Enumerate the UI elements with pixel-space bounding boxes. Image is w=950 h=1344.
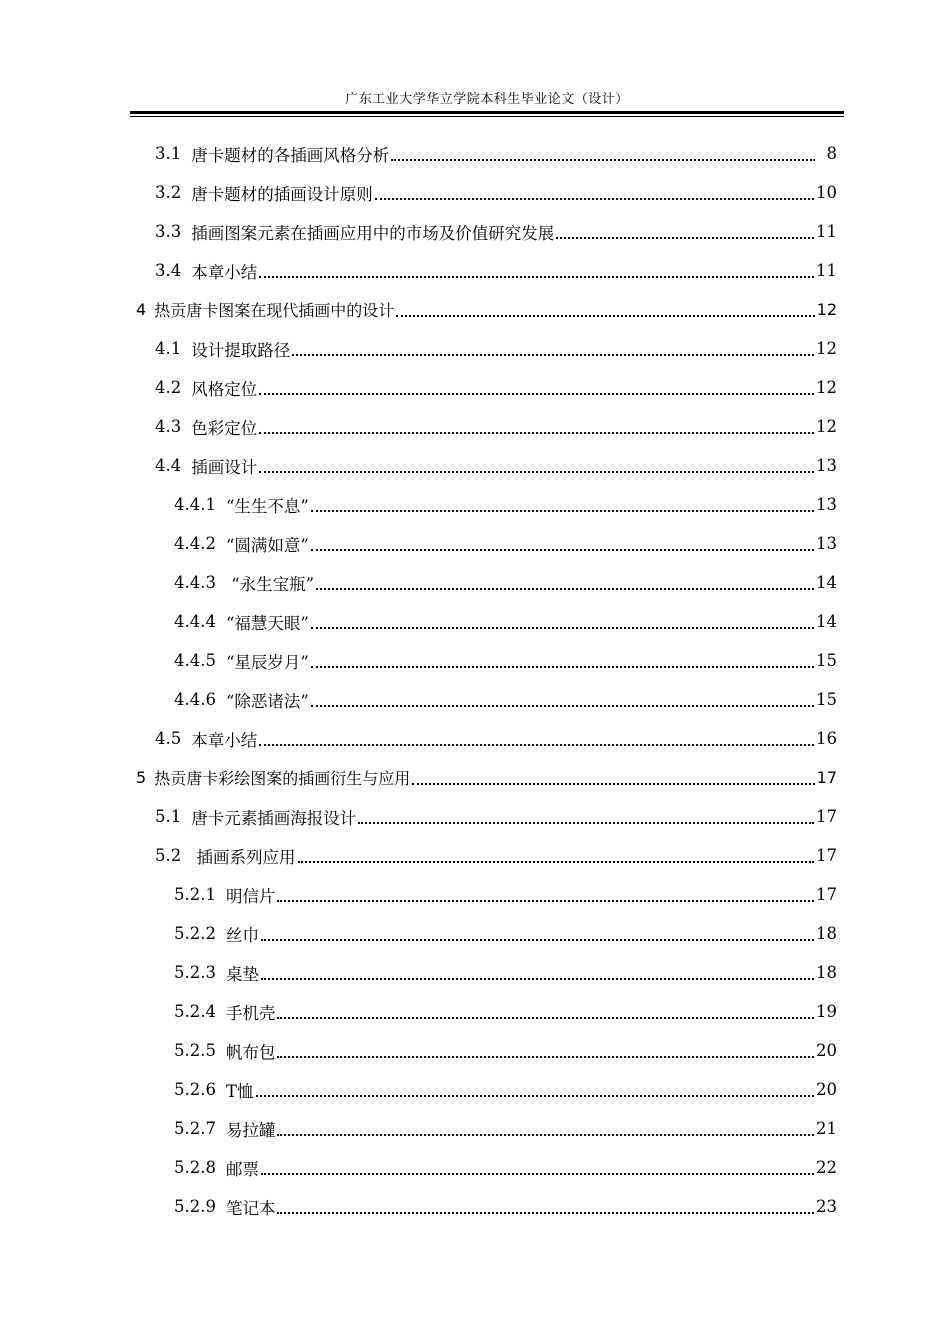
toc-dot-leader (261, 939, 814, 941)
toc-entry-page: 11 (816, 222, 837, 241)
toc-entry[interactable] (136, 758, 837, 797)
toc-entry-number: 4.4.6 (174, 690, 216, 709)
toc-entry-number: 4.2 (155, 378, 182, 397)
toc-entry-number: 4.4.4 (174, 612, 216, 631)
toc-entry-title: “除恶诸法” (225, 691, 309, 711)
toc-entry-number: 5.2.7 (174, 1119, 216, 1138)
toc-dot-leader (261, 1173, 814, 1175)
toc-entry-page: 17 (816, 885, 837, 904)
toc-dot-leader (277, 1017, 814, 1019)
toc-entry-page: 11 (816, 261, 837, 280)
toc-entry-page: 19 (816, 1002, 837, 1021)
toc-entry-number: 5.1 (155, 807, 182, 826)
toc-entry-page: 12 (816, 378, 837, 397)
toc-entry[interactable] (155, 719, 837, 758)
toc-entry-title: “圆满如意” (225, 535, 309, 555)
toc-dot-leader (556, 237, 814, 239)
toc-dot-leader (311, 666, 814, 668)
toc-dot-leader (311, 510, 814, 512)
toc-entry-title: 唐卡元素插画海报设计 (191, 808, 357, 828)
toc-entry-title: 风格定位 (191, 379, 258, 399)
toc-entry-number: 4.1 (155, 339, 182, 358)
toc-entry-title: 唐卡题材的各插画风格分析 (191, 145, 390, 165)
header-rule-thick (130, 111, 844, 114)
toc-entry-number: 5 (136, 768, 147, 787)
toc-entry[interactable] (174, 602, 837, 641)
toc-entry[interactable] (174, 953, 837, 992)
toc-entry-page: 8 (826, 144, 837, 163)
toc-entry[interactable] (174, 641, 837, 680)
toc-entry-number: 5.2.8 (174, 1158, 216, 1177)
toc-entry-page: 12 (816, 300, 837, 319)
toc-dot-leader (298, 861, 815, 863)
toc-entry-number: 4.4.1 (174, 495, 216, 514)
toc-entry-title: 易拉罐 (225, 1120, 276, 1140)
toc-entry-number: 3.4 (155, 261, 182, 280)
toc-entry-number: 5.2.4 (174, 1002, 216, 1021)
toc-dot-leader (261, 978, 814, 980)
toc-dot-leader (277, 1056, 814, 1058)
toc-entry-title: 插画图案元素在插画应用中的市场及价值研究发展 (191, 223, 555, 243)
toc-entry-page: 20 (816, 1080, 837, 1099)
toc-entry-page: 17 (816, 768, 837, 787)
toc-entry-title: 桌垫 (225, 964, 259, 984)
toc-entry-page: 18 (816, 924, 837, 943)
toc-dot-leader (311, 627, 814, 629)
toc-entry-title: 色彩定位 (191, 418, 258, 438)
toc-entry-number: 5.2.1 (174, 885, 216, 904)
toc-entry-page: 17 (816, 807, 837, 826)
toc-dot-leader (259, 744, 814, 746)
toc-entry[interactable] (155, 134, 837, 173)
toc-entry-number: 5.2.2 (174, 924, 216, 943)
toc-entry[interactable] (155, 251, 837, 290)
toc-dot-leader (259, 393, 814, 395)
toc-dot-leader (259, 276, 814, 278)
toc-entry-page: 14 (816, 612, 837, 631)
toc-entry-title: 本章小结 (191, 730, 258, 750)
toc-entry-number: 5.2.3 (174, 963, 216, 982)
toc-entry-page: 10 (816, 183, 837, 202)
toc-entry-title: 唐卡题材的插画设计原则 (191, 184, 373, 204)
toc-dot-leader (311, 549, 814, 551)
toc-entry-page: 21 (816, 1119, 837, 1138)
toc-dot-leader (412, 783, 814, 785)
toc-entry[interactable] (174, 524, 837, 563)
toc-entry-title: 丝巾 (225, 925, 259, 945)
toc-entry[interactable] (155, 173, 837, 212)
toc-entry[interactable] (174, 992, 837, 1031)
toc-entry-page: 16 (816, 729, 837, 748)
toc-entry-number: 4.5 (155, 729, 182, 748)
toc-dot-leader (396, 315, 814, 317)
toc-entry[interactable] (155, 368, 837, 407)
toc-entry[interactable] (155, 329, 837, 368)
toc-entry[interactable] (174, 914, 837, 953)
toc-entry-number: 3.3 (155, 222, 182, 241)
toc-entry-title: 插画设计 (191, 457, 258, 477)
toc-entry[interactable] (174, 875, 837, 914)
toc-dot-leader (256, 1095, 815, 1097)
header-rule-thin (130, 116, 844, 117)
toc-entry-title: “生生不息” (225, 496, 309, 516)
toc-entry-page: 13 (816, 534, 837, 553)
toc-entry-title: 本章小结 (191, 262, 258, 282)
toc-entry-number: 5.2 (155, 846, 182, 865)
toc-entry[interactable] (174, 1148, 837, 1187)
toc-dot-leader (292, 354, 814, 356)
toc-entry-title: T恤 (225, 1081, 254, 1101)
toc-entry-number: 3.1 (155, 144, 182, 163)
toc-entry-title: 帆布包 (225, 1042, 276, 1062)
toc-entry-title: 设计提取路径 (191, 340, 291, 360)
toc-entry-title: “福慧天眼” (225, 613, 309, 633)
toc-entry-number: 4.3 (155, 417, 182, 436)
toc-entry[interactable] (174, 1109, 837, 1148)
toc-entry-title: 热贡唐卡彩绘图案的插画衍生与应用 (154, 769, 411, 788)
toc-entry-page: 15 (816, 651, 837, 670)
toc-entry-title: 手机壳 (225, 1003, 276, 1023)
toc-dot-leader (277, 1134, 814, 1136)
toc-dot-leader (358, 822, 814, 824)
toc-entry[interactable] (174, 680, 837, 719)
toc-entry-page: 23 (816, 1197, 837, 1216)
toc-entry-number: 4.4.3 (174, 573, 216, 592)
toc-dot-leader (375, 198, 814, 200)
toc-entry-title: 热贡唐卡图案在现代插画中的设计 (154, 301, 395, 320)
toc-entry-title: “星辰岁月” (225, 652, 309, 672)
toc-entry-title: 插画系列应用 (191, 847, 296, 867)
toc-entry-number: 5.2.6 (174, 1080, 216, 1099)
toc-dot-leader (259, 471, 814, 473)
toc-dot-leader (259, 432, 814, 434)
toc-entry-title: “永生宝瓶” (225, 574, 315, 594)
toc-entry[interactable] (174, 1187, 837, 1226)
toc-entry-page: 14 (816, 573, 837, 592)
toc-entry-number: 4.4 (155, 456, 182, 475)
toc-dot-leader (391, 159, 815, 161)
toc-entry-page: 12 (816, 339, 837, 358)
toc-entry-page: 13 (816, 456, 837, 475)
toc-entry-number: 4.4.5 (174, 651, 216, 670)
toc-entry-page: 17 (816, 846, 837, 865)
toc-entry[interactable] (155, 212, 837, 251)
toc-entry-page: 15 (816, 690, 837, 709)
toc-entry-title: 明信片 (225, 886, 276, 906)
toc-entry-page: 13 (816, 495, 837, 514)
toc-entry-page: 18 (816, 963, 837, 982)
toc-entry[interactable] (155, 446, 837, 485)
toc-entry[interactable] (174, 563, 837, 602)
toc-entry-page: 12 (816, 417, 837, 436)
page-header: 广东工业大学华立学院本科生毕业论文（设计） (345, 92, 629, 107)
toc-dot-leader (311, 705, 814, 707)
toc-entry-number: 4.4.2 (174, 534, 216, 553)
toc-entry-page: 22 (816, 1158, 837, 1177)
toc-entry-number: 4 (136, 300, 147, 319)
toc-entry-title: 邮票 (225, 1159, 259, 1179)
toc-entry[interactable] (155, 836, 837, 875)
toc-dot-leader (277, 900, 814, 902)
toc-dot-leader (316, 588, 814, 590)
toc-entry[interactable] (136, 290, 837, 329)
toc-entry-number: 5.2.9 (174, 1197, 216, 1216)
toc-entry[interactable] (174, 1031, 837, 1070)
toc-entry-number: 3.2 (155, 183, 182, 202)
toc-dot-leader (277, 1212, 814, 1214)
toc-entry-number: 5.2.5 (174, 1041, 216, 1060)
toc-entry[interactable] (174, 1070, 837, 1109)
toc-entry-page: 20 (816, 1041, 837, 1060)
toc-entry[interactable] (155, 407, 837, 446)
toc-entry-title: 笔记本 (225, 1198, 276, 1218)
toc-entry[interactable] (155, 797, 837, 836)
toc-entry[interactable] (174, 485, 837, 524)
